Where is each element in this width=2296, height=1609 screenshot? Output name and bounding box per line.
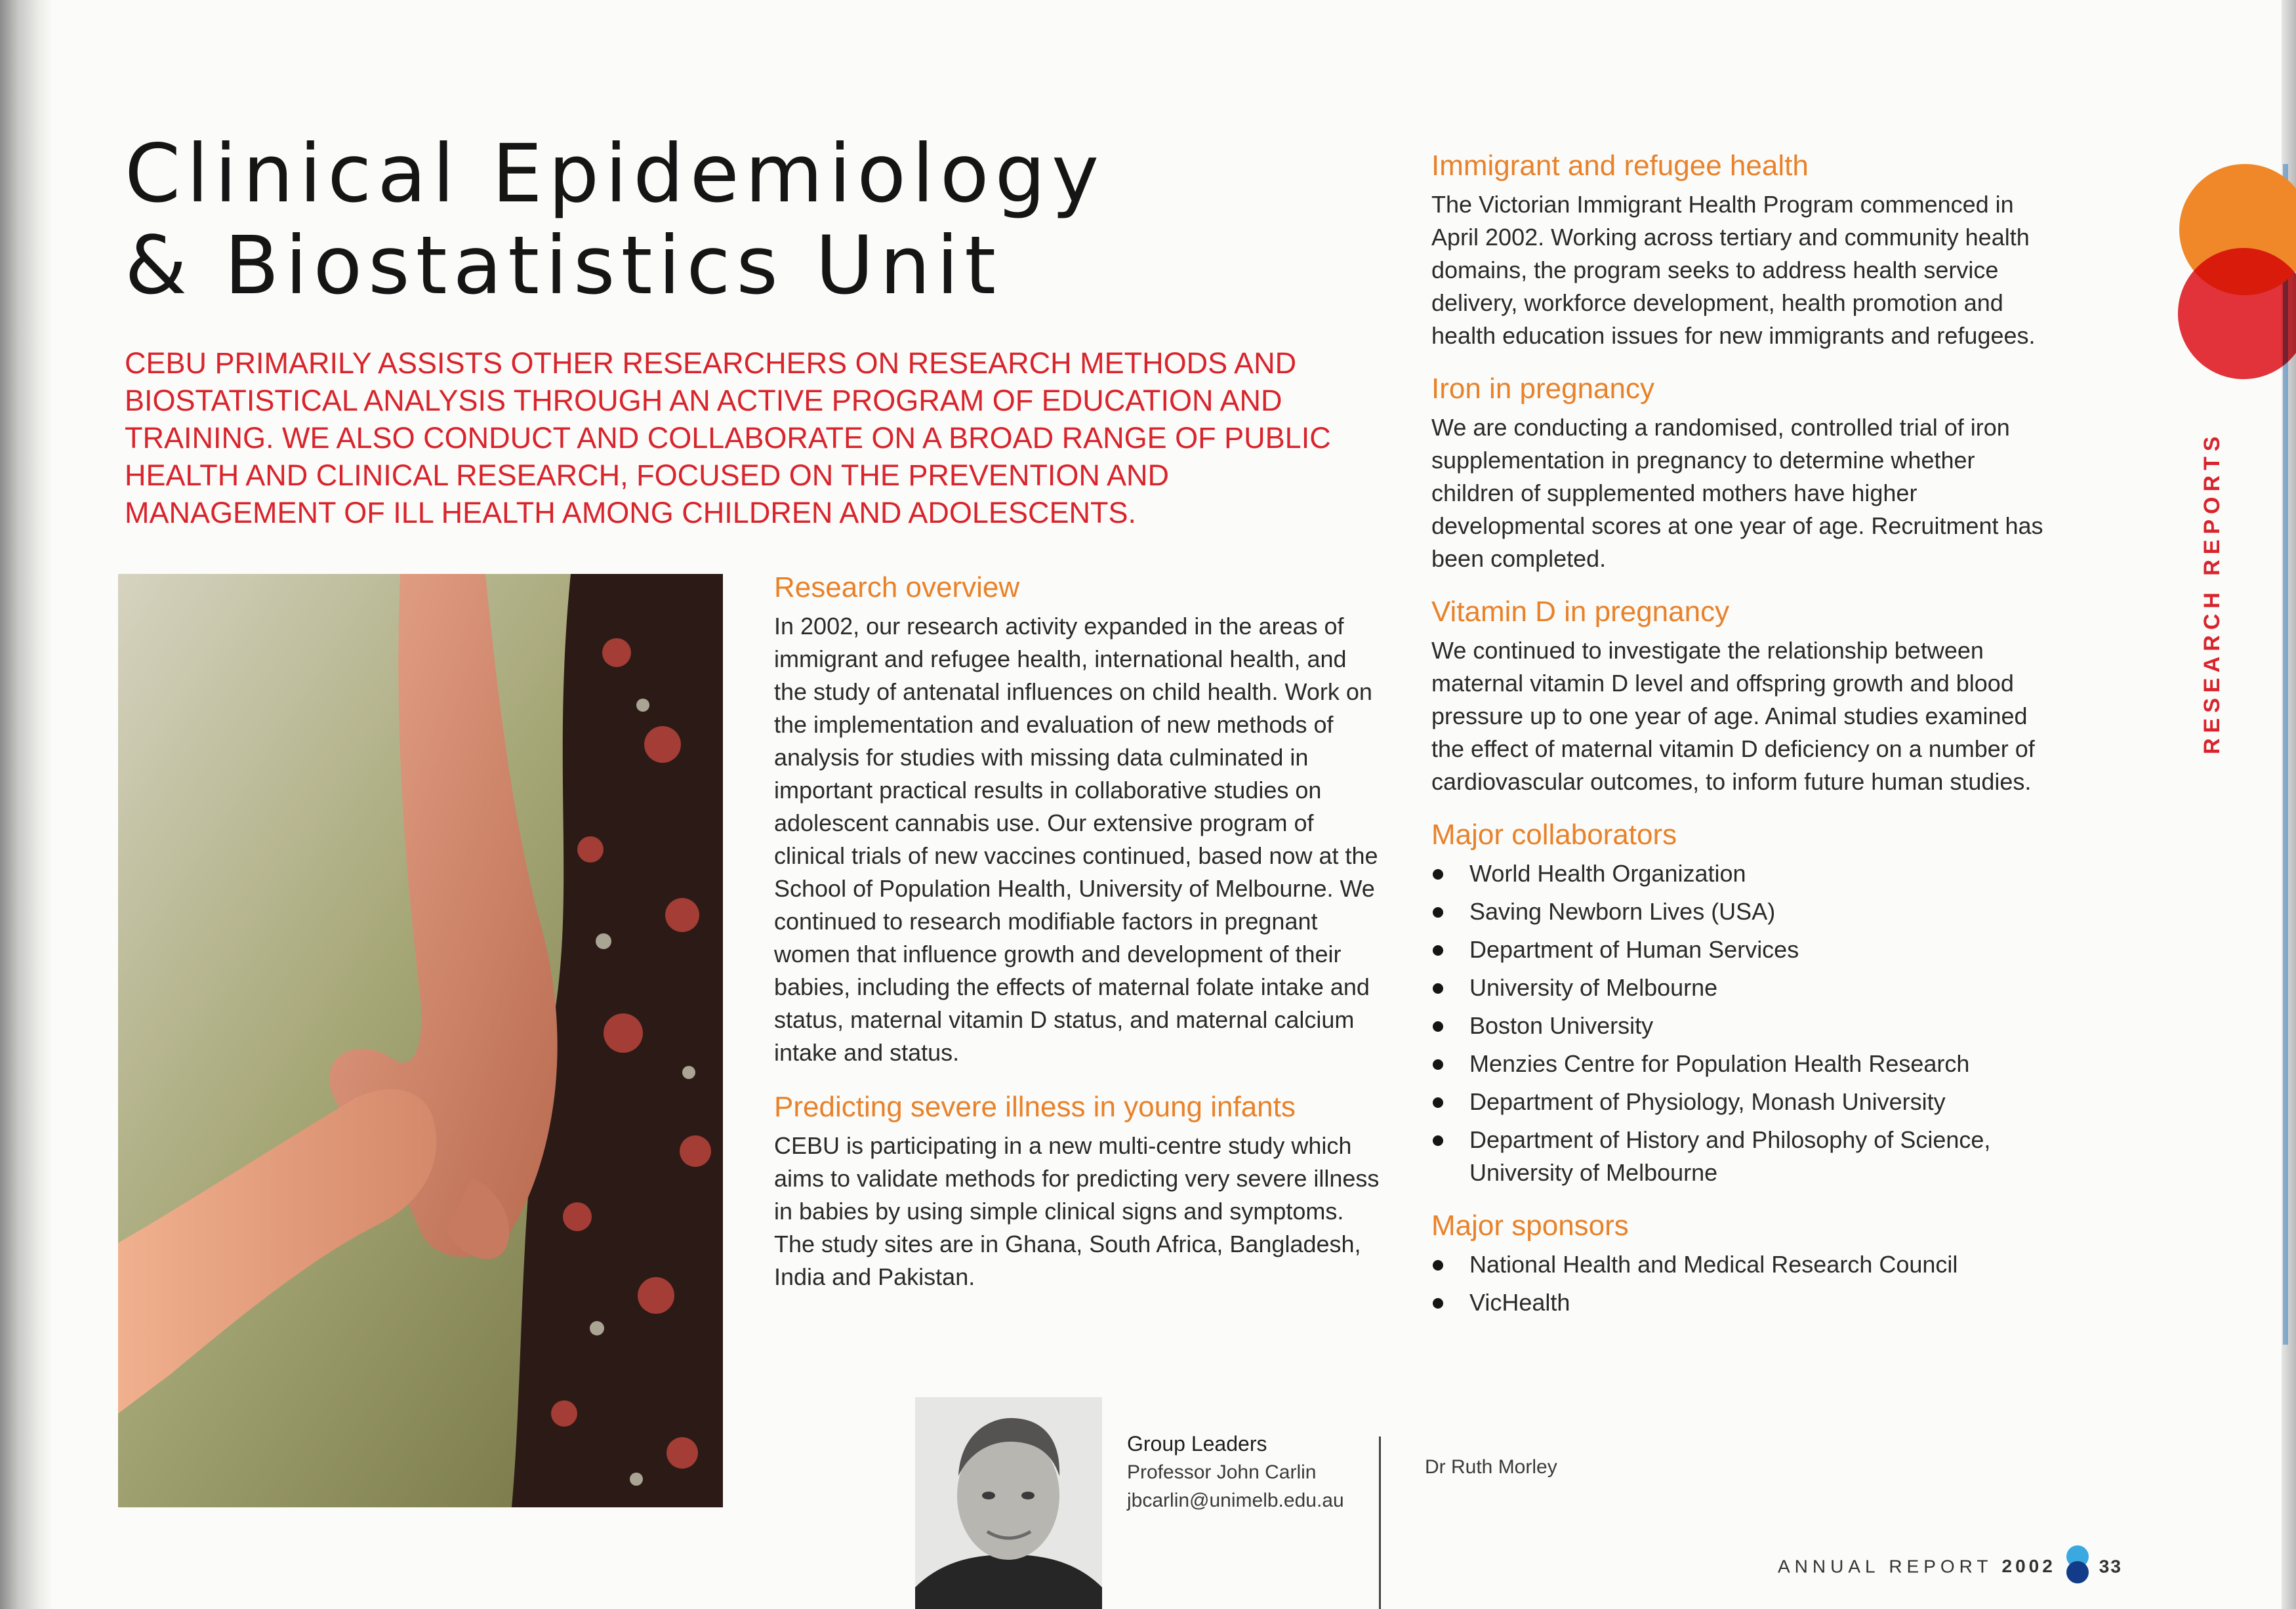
page-title	[125, 128, 1105, 312]
middle-column	[774, 569, 1384, 1293]
collaborators-list	[1431, 857, 2061, 1189]
section-body: We continued to investigate the relationship between maternal vitamin D level and offspring growth and blood pressure up to one year of age. Animal studies examined the effect of maternal vitamin D deficiency on a number of cardiovascular outcomes, to inform future human studies.	[1431, 637, 2035, 795]
title-line-1: Clinical Epidemiology	[125, 127, 1105, 220]
list-item: Department of Physiology, Monash University	[1431, 1086, 2061, 1118]
section-body: In 2002, our research activity expanded in the areas of immigrant and refugee health, international health, and the study of antenatal influences on child health. Work on the implementation and evaluation of new methods of analysis for studies with missing data culminated in important practical results in collaborative studies on adolescent cannabis use. Our extensive program of clinical trials of new vaccines continued, based now at the School of Population Health, University of Melbourne. We continued to research modifiable factors in pregnant women that influence growth and development of their babies, including the effects of maternal folate intake and status, maternal vitamin D status, and maternal calcium intake and status.	[774, 613, 1378, 1066]
section-body: CEBU is participating in a new multi-centre study which aims to validate methods for predicting very severe illness in babies by using simple clinical signs and symptoms. The study sites are in Ghana, South Africa, Bangladesh, India and Pakistan.	[774, 1132, 1380, 1290]
section-research-overview	[774, 569, 1384, 1069]
section-heading: Predicting severe illness in young infants	[774, 1091, 1296, 1123]
intro-text: CEBU PRIMARILY ASSISTS OTHER RESEARCHERS ON RESEARCH METHODS AND BIOSTATISTICAL ANALYSIS THROUGH AN ACTIVE PROGRAM OF EDUCATION AND TRAINING. WE ALSO CONDUCT AND COLLABORATE ON A BROAD RANGE OF PUBLIC HEALTH AND CLINICAL RESEARCH, FOCUSED ON THE PREVENTION AND MANAGEMENT OF ILL HEALTH AMONG CHILDREN AND ADOLESCENTS.	[125, 346, 1331, 529]
second-leader-name: Dr Ruth Morley	[1425, 1456, 1557, 1478]
section-immigrant-health	[1431, 148, 2061, 352]
section-body: The Victorian Immigrant Health Program commenced in April 2002. Working across tertiary and community health domains, the program seeks to address health service delivery, workforce development, health promotion and health education issues for new immigrants and refugees.	[1431, 191, 2036, 349]
section-sponsors	[1431, 1208, 2061, 1319]
section-heading: Immigrant and refugee health	[1431, 150, 1809, 182]
list-item: Saving Newborn Lives (USA)	[1431, 895, 2061, 928]
section-heading: Iron in pregnancy	[1431, 373, 1654, 405]
group-leaders-label: Group Leaders	[1127, 1432, 1267, 1456]
section-predicting-illness	[774, 1089, 1384, 1293]
section-heading: Research overview	[774, 571, 1020, 603]
decorative-red-circle	[2178, 248, 2296, 379]
list-item: Department of Human Services	[1431, 933, 2061, 966]
section-collaborators	[1431, 817, 2061, 1189]
leader-email: jbcarlin@unimelb.edu.au	[1127, 1490, 1344, 1511]
list-item: University of Melbourne	[1431, 971, 2061, 1004]
section-heading: Vitamin D in pregnancy	[1431, 596, 1730, 628]
footer-logo-icon	[2064, 1545, 2091, 1585]
right-column	[1431, 148, 2061, 1337]
footer-year: 2002	[2001, 1556, 2056, 1577]
footer-report-label: ANNUAL REPORT	[1778, 1556, 1993, 1577]
list-item: World Health Organization	[1431, 857, 2061, 890]
leader-name: Professor John Carlin	[1127, 1461, 1317, 1483]
list-item: Boston University	[1431, 1009, 2061, 1042]
list-item: Department of History and Philosophy of Science, University of Melbourne	[1431, 1124, 2061, 1189]
section-iron-pregnancy	[1431, 371, 2061, 575]
list-item: VicHealth	[1431, 1286, 2061, 1319]
title-line-2: & Biostatistics Unit	[125, 219, 1002, 312]
list-item: National Health and Medical Research Council	[1431, 1248, 2061, 1281]
page-number: 33	[2099, 1556, 2122, 1577]
sponsors-list	[1431, 1248, 2061, 1319]
group-leaders-caption	[1127, 1430, 1344, 1515]
page-footer	[1778, 1548, 2122, 1587]
leader-portrait	[915, 1397, 1102, 1609]
caption-divider	[1379, 1436, 1381, 1609]
side-tab-label: RESEARCH REPORTS	[2200, 431, 2224, 754]
hands-photo	[118, 574, 723, 1507]
section-heading: Major sponsors	[1431, 1210, 1629, 1242]
book-spine-shadow	[0, 0, 52, 1609]
section-heading: Major collaborators	[1431, 819, 1677, 851]
section-body: We are conducting a randomised, controlled trial of iron supplementation in pregnancy to determine whether children of supplemented mothers have higher developmental scores at one year of age. Recruitment has been completed.	[1431, 414, 2043, 572]
list-item: Menzies Centre for Population Health Research	[1431, 1048, 2061, 1080]
section-vitamin-d	[1431, 594, 2061, 798]
